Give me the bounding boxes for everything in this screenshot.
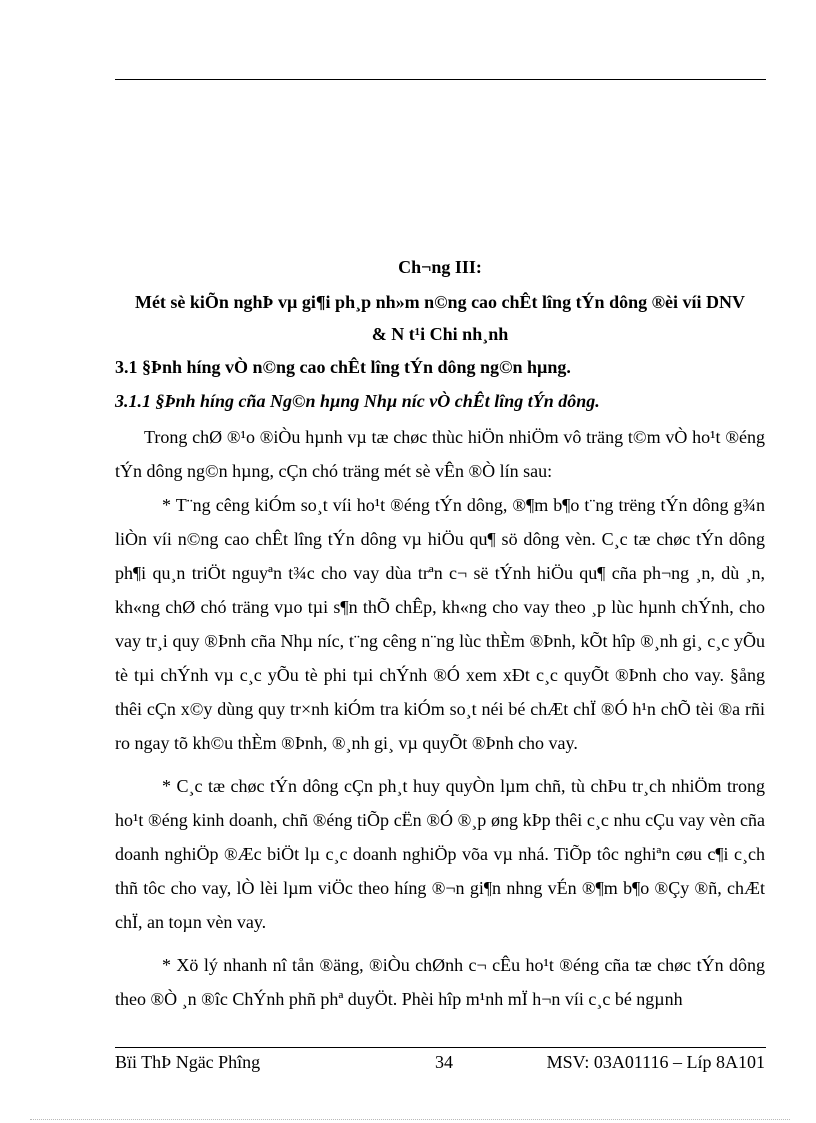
paragraph-credit-control: * T¨ng cêng kiÓm so¸t víi ho¹t ®éng tÝn dông, ®¶m b¶o t¨ng trëng tÝn dông g¾n liÒn víi n©ng cao chÊt lîng tÝn dông vµ hiÖu qu¶ sö dông vèn. C¸c tæ chøc tÝn dông ph¶i qu¸n triÖt nguyªn t¾c cho vay dùa trªn c¬ së tÝnh hiÖu qu¶ cña ph¬ng ¸n, dù ¸n, kh«ng chØ chó träng vµo tµi s¶n thÕ chÊp, kh«ng cho vay theo ¸p lùc hµnh chÝnh, cho vay tr¸i quy ®Þnh cña Nhµ níc, t¨ng cêng n¨ng lùc thÈm ®Þnh, kÕt hîp ®¸nh gi¸ c¸c yÕu tè tµi chÝnh vµ c¸c yÕu tè phi tµi chÝnh ®Ó xem xÐt c¸c quyÕt ®Þnh cho vay. §ång thêi cÇn x©y dùng quy tr×nh kiÓm tra kiÓm so¸t néi bé chÆt chÏ ®Ó h¹n chÕ tèi ®a rñi ro ngay tõ kh©u thÈm ®Þnh, ®¸nh gi¸ vµ quyÕt ®Þnh cho vay. — [115, 495, 765, 753]
footer-rule — [115, 1047, 766, 1048]
chapter-subtitle-line1: Mét sè kiÕn nghÞ vµ gi¶i ph¸p nh»m n©ng cao chÊt lîng tÝn dông ®èi víi DNV — [134, 292, 746, 312]
section-3-1-heading: 3.1 §Þnh híng vÒ n©ng cao chÊt lîng tÝn dông ng©n hµng. — [115, 357, 571, 377]
page-footer — [115, 1051, 765, 1073]
chapter-subtitle-line2: & N t¹i Chi nh¸nh — [371, 324, 509, 344]
paragraph-intro: Trong chØ ®¹o ®iÒu hµnh vµ tæ chøc thùc hiÖn nhiÖm vô träng t©m vÒ ho¹t ®éng tÝn dông ng©n hµng, cÇn chó träng mét sè vÊn ®Ò lín sau: — [115, 427, 765, 481]
page-bottom-divider — [30, 1119, 790, 1120]
paragraph-autonomy: * C¸c tæ chøc tÝn dông cÇn ph¸t huy quyÒn lµm chñ, tù chÞu tr¸ch nhiÖm trong ho¹t ®éng kinh doanh, chñ ®éng tiÕp cËn ®Ó ®¸p øng kÞp thêi c¸c nhu cÇu vay vèn cña doanh nghiÖp ®Æc biÖt lµ c¸c doanh nghiÖp võa vµ nhá. TiÕp tôc nghiªn cøu c¶i c¸ch thñ tôc cho vay, lÒ lèi lµm viÖc theo híng ®¬n gi¶n nhng vÉn ®¶m b¶o ®Çy ®ñ, chÆt chÏ, an toµn vèn vay. — [115, 776, 765, 932]
header-rule — [115, 79, 766, 80]
body-text — [115, 420, 765, 1016]
chapter-title: Ch¬ng III: — [398, 257, 482, 277]
footer-author: Bïi ThÞ Ngäc Phîng — [115, 1052, 261, 1072]
footer-student-id: MSV: 03A01116 – Líp 8A101 — [546, 1052, 765, 1072]
section-3-1-1-heading: 3.1.1 §Þnh híng cña Ng©n hµng Nhµ níc vÒ chÊt lîng tÝn dông. — [115, 391, 600, 411]
page-number: 34 — [435, 1052, 453, 1072]
paragraph-bad-debt: * Xö lý nhanh nî tån ®äng, ®iÒu chØnh c¬ cÊu ho¹t ®éng cña tæ chøc tÝn dông theo ®Ò ¸n ®îc ChÝnh phñ phª duyÖt. Phèi hîp m¹nh mÏ h¬n víi c¸c bé ngµnh — [115, 955, 765, 1009]
